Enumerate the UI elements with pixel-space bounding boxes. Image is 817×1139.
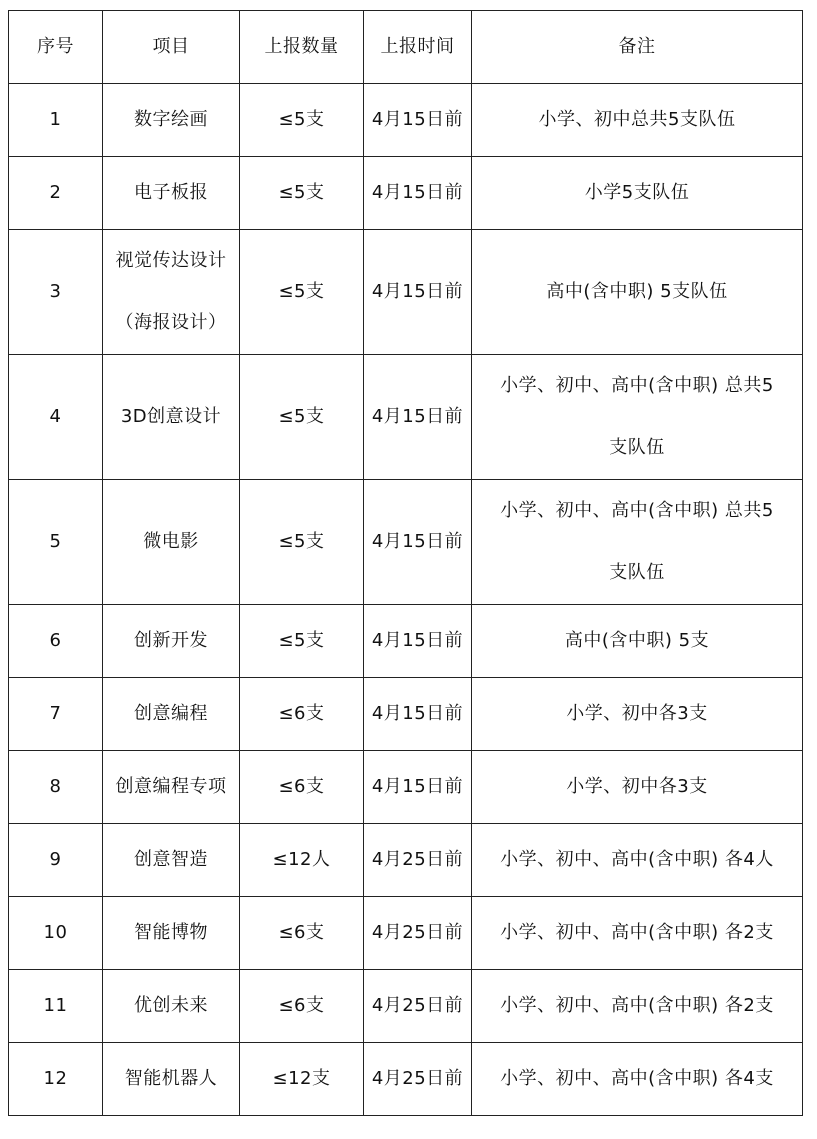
cell-no: 8: [9, 751, 103, 824]
cell-no: 11: [9, 970, 103, 1043]
cell-qty: ≤6支: [240, 897, 364, 970]
cell-time: 4月25日前: [364, 970, 472, 1043]
cell-no: 6: [9, 605, 103, 678]
registration-table-container: [8, 10, 802, 1116]
cell-item: 智能博物: [103, 897, 240, 970]
header-cell-qty: 上报数量: [240, 11, 364, 84]
cell-note: [472, 480, 803, 605]
registration-table: [8, 10, 803, 1116]
table-row: [9, 230, 803, 355]
table-row: [9, 751, 803, 824]
cell-time: 4月25日前: [364, 1043, 472, 1116]
cell-no: 9: [9, 824, 103, 897]
table-row: [9, 157, 803, 230]
cell-note: 小学、初中、高中(含中职) 各4支: [472, 1043, 803, 1116]
header-cell-time: 上报时间: [364, 11, 472, 84]
cell-no: 10: [9, 897, 103, 970]
table-row: [9, 605, 803, 678]
cell-note-line: 支队伍: [609, 562, 665, 583]
cell-qty: ≤5支: [240, 157, 364, 230]
cell-note-line: 支队伍: [609, 437, 665, 458]
cell-qty: ≤6支: [240, 970, 364, 1043]
cell-qty: ≤5支: [240, 84, 364, 157]
cell-time: 4月15日前: [364, 157, 472, 230]
table-row: [9, 897, 803, 970]
cell-time: 4月15日前: [364, 751, 472, 824]
cell-item-line: （海报设计）: [115, 312, 227, 333]
cell-item: 智能机器人: [103, 1043, 240, 1116]
cell-qty: ≤5支: [240, 480, 364, 605]
cell-note: 小学、初中各3支: [472, 678, 803, 751]
table-row: [9, 678, 803, 751]
cell-note: 高中(含中职) 5支: [472, 605, 803, 678]
cell-qty: ≤5支: [240, 355, 364, 480]
header-cell-note: 备注: [472, 11, 803, 84]
cell-item: 创意智造: [103, 824, 240, 897]
cell-qty: ≤6支: [240, 751, 364, 824]
cell-item: 电子板报: [103, 157, 240, 230]
cell-note: [472, 355, 803, 480]
cell-note-line: 小学、初中、高中(含中职) 总共5: [500, 375, 774, 396]
cell-qty: ≤6支: [240, 678, 364, 751]
cell-qty: ≤5支: [240, 605, 364, 678]
cell-no: 4: [9, 355, 103, 480]
cell-note: 小学、初中各3支: [472, 751, 803, 824]
cell-item: 优创未来: [103, 970, 240, 1043]
cell-time: 4月25日前: [364, 897, 472, 970]
cell-time: 4月15日前: [364, 355, 472, 480]
table-row: [9, 480, 803, 605]
table-header: [9, 11, 803, 84]
cell-no: 5: [9, 480, 103, 605]
cell-qty: ≤12人: [240, 824, 364, 897]
cell-no: 12: [9, 1043, 103, 1116]
cell-item: 创新开发: [103, 605, 240, 678]
cell-qty: ≤12支: [240, 1043, 364, 1116]
header-cell-item: 项目: [103, 11, 240, 84]
table-row: [9, 824, 803, 897]
cell-time: 4月15日前: [364, 230, 472, 355]
cell-note: 小学、初中总共5支队伍: [472, 84, 803, 157]
cell-note-line: 小学、初中、高中(含中职) 总共5: [500, 500, 774, 521]
header-row: [9, 11, 803, 84]
table-body: [9, 84, 803, 1116]
cell-note: 小学、初中、高中(含中职) 各2支: [472, 897, 803, 970]
cell-no: 3: [9, 230, 103, 355]
cell-no: 1: [9, 84, 103, 157]
table-row: [9, 355, 803, 480]
cell-no: 2: [9, 157, 103, 230]
cell-note: 小学5支队伍: [472, 157, 803, 230]
table-row: [9, 970, 803, 1043]
table-row: [9, 84, 803, 157]
cell-time: 4月15日前: [364, 678, 472, 751]
cell-time: 4月15日前: [364, 480, 472, 605]
cell-item: [103, 230, 240, 355]
cell-item: 数字绘画: [103, 84, 240, 157]
cell-qty: ≤5支: [240, 230, 364, 355]
cell-time: 4月15日前: [364, 84, 472, 157]
cell-item: 创意编程: [103, 678, 240, 751]
cell-item-line: 视觉传达设计: [115, 250, 227, 271]
cell-item: 微电影: [103, 480, 240, 605]
table-row: [9, 1043, 803, 1116]
cell-note: 小学、初中、高中(含中职) 各2支: [472, 970, 803, 1043]
cell-item: 创意编程专项: [103, 751, 240, 824]
cell-note: 小学、初中、高中(含中职) 各4人: [472, 824, 803, 897]
cell-time: 4月15日前: [364, 605, 472, 678]
cell-time: 4月25日前: [364, 824, 472, 897]
cell-no: 7: [9, 678, 103, 751]
cell-item: 3D创意设计: [103, 355, 240, 480]
cell-note: 高中(含中职) 5支队伍: [472, 230, 803, 355]
header-cell-no: 序号: [9, 11, 103, 84]
